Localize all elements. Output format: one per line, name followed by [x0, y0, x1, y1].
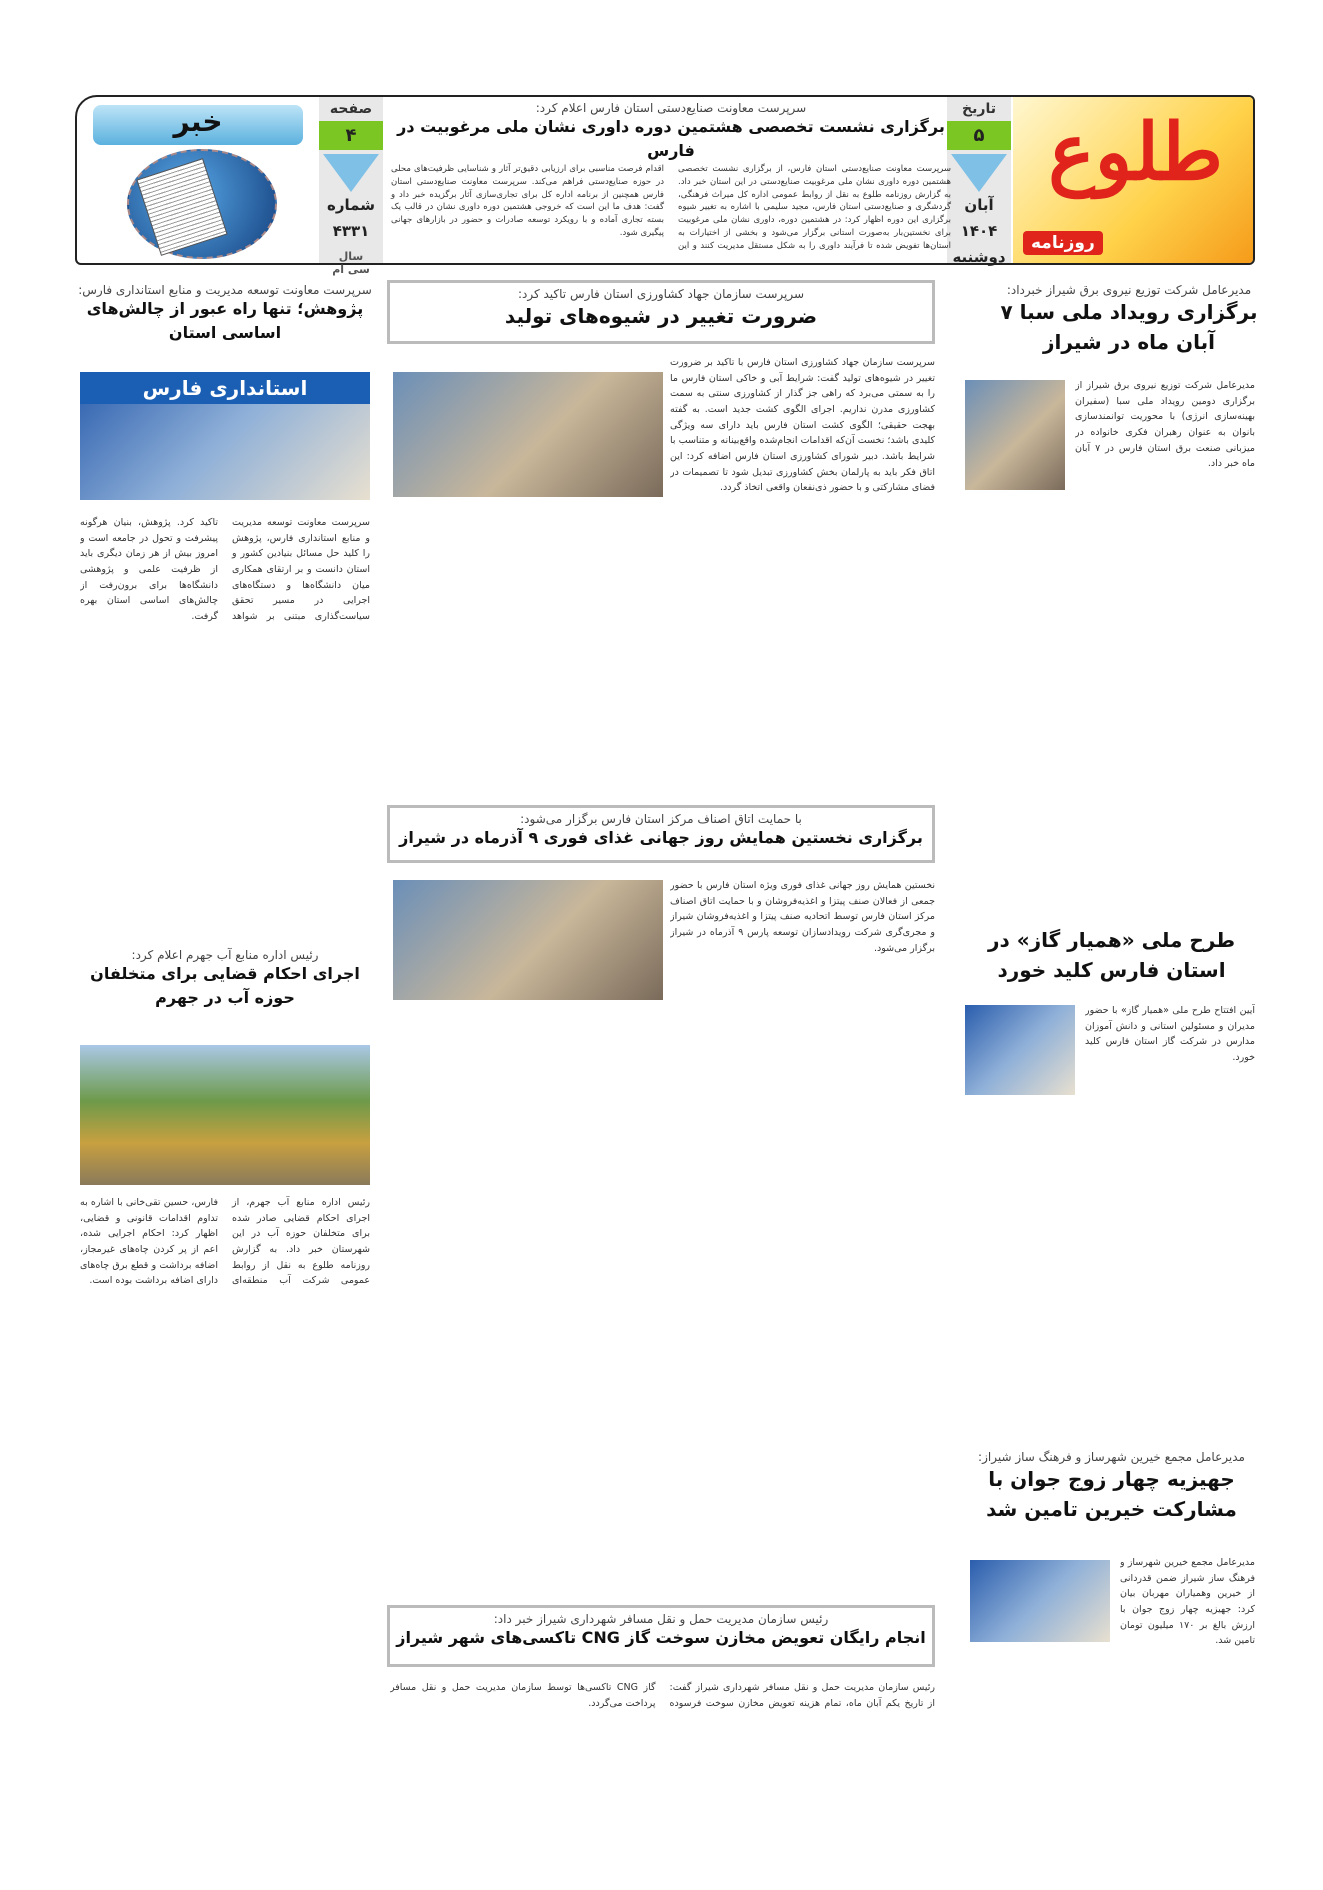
date-box: تاریخ ۵ آبان ۱۴۰۴ دوشنبه [947, 97, 1011, 263]
article-photo [393, 880, 663, 1000]
triangle-decoration [951, 154, 1007, 192]
article-photo: استانداری فارس [80, 372, 370, 500]
lead-article: سرپرست معاونت صنایع‌دستی استان فارس اعلام کرد: برگزاری نشست تخصصی هشتمین دوره داوری نشان ملی مرغوبیت در فارس سرپرست معاونت صنایع‌دستی استان فارس، از برگزاری نشست تخصصی هشتمین دوره داوری نشان ملی مرغوبیت صنایع‌دستی در این استان خبر داد. به گزارش روزنامه طلوع به نقل از روابط عمومی اداره کل میراث فرهنگی، گردشگری و صنایع‌دستی استان فارس، مجید سلیمی با اشاره به تغییر شیوه برگزاری این دوره اظهار کرد: در هشتمین دوره، داوری نشان ملی مرغوبیت برای نخستین‌بار به‌صورت استانی برگزار می‌شود و بخشی از اختیارات به استان‌ها تفویض شده تا فرآیند داوری را به شکل مستقل مدیریت کنند و این اقدام فرصت مناسبی برای ارزیابی دقیق‌تر آثار و شناسایی ظرفیت‌های محلی در حوزه صنایع‌دستی فراهم می‌کند. سرپرست معاونت صنایع‌دستی استان فارس همچنین از برنامه اداره کل برای تجاری‌سازی آثار برگزیده خبر داد و گفت: هدف ما این است که خروجی هشتمین دوره داوری نشان در قالب یک بسته تجاری آماده و با رویکرد توسعه صادرات و حضور در بازارهای جهانی پیگیری شود. [391, 101, 951, 251]
article-cng-header: رئیس سازمان مدیریت حمل و نقل مسافر شهرداری شیراز خبر داد: انجام رایگان تعویض مخازن سوخت گاز CNG تاکسی‌های شهر شیراز [387, 1605, 935, 1667]
headline[interactable]: ضرورت تغییر در شیوه‌های تولید [504, 304, 818, 328]
article-photo [965, 1005, 1075, 1095]
article-photo [965, 380, 1065, 490]
masthead-box [75, 95, 1255, 276]
section-logo: خبر [77, 97, 322, 263]
article-research: سرپرست معاونت توسعه مدیریت و منابع استانداری فارس: پژوهش؛ تنها راه عبور از چالش‌های اساسی استان [75, 283, 375, 345]
page-box: صفحه ۴ شماره ۴۳۳۱ سال سی ام [319, 97, 383, 263]
headline[interactable]: طرح ملی «همیار گاز» در استان فارس کلید خورد [987, 928, 1236, 982]
triangle-decoration [323, 154, 379, 192]
article-gas [965, 925, 1258, 985]
article-agri-header: سرپرست سازمان جهاد کشاورزی استان فارس تاکید کرد: ضرورت تغییر در شیوه‌های تولید [387, 280, 935, 344]
headline[interactable]: پژوهش؛ تنها راه عبور از چالش‌های اساسی استان [86, 299, 364, 342]
article-charity: مدیرعامل مجمع خیرین شهرساز و فرهنگ ساز شیراز: جهیزیه چهار زوج جوان با مشارکت خیرین تامین شد [965, 1450, 1258, 1524]
headline[interactable]: اجرای احکام قضایی برای متخلفان حوزه آب در جهرم [90, 964, 360, 1007]
newspaper-logo[interactable]: طلوع روزنامه [1013, 97, 1253, 263]
headline[interactable]: جهیزیه چهار زوج جوان با مشارکت خیرین تامین شد [986, 1467, 1237, 1521]
article-photo [393, 372, 663, 497]
article-fastfood-header: با حمایت اتاق اصناف مرکز استان فارس برگزار می‌شود: برگزاری نخستین همایش روز جهانی غذای فوری ۹ آذرماه در شیراز [387, 805, 935, 863]
article-photo [970, 1560, 1110, 1642]
date-day: ۵ [947, 121, 1011, 150]
article-power: مدیرعامل شرکت توزیع نیروی برق شیراز خبرداد: برگزاری رویداد ملی سبا ۷ آبان ماه در شیراز [1000, 283, 1258, 357]
headline[interactable]: برگزاری رویداد ملی سبا ۷ آبان ماه در شیراز [1000, 300, 1258, 354]
headline[interactable]: برگزاری نخستین همایش روز جهانی غذای فوری ۹ آذرماه در شیراز [399, 828, 923, 847]
article-photo [80, 1045, 370, 1185]
article-water: رئیس اداره منابع آب جهرم اعلام کرد: اجرای احکام قضایی برای متخلفان حوزه آب در جهرم [75, 948, 375, 1010]
headline[interactable]: انجام رایگان تعویض مخازن سوخت گاز CNG تاکسی‌های شهر شیراز [396, 1628, 926, 1647]
lead-headline[interactable]: برگزاری نشست تخصصی هشتمین دوره داوری نشان ملی مرغوبیت در فارس [397, 117, 945, 160]
